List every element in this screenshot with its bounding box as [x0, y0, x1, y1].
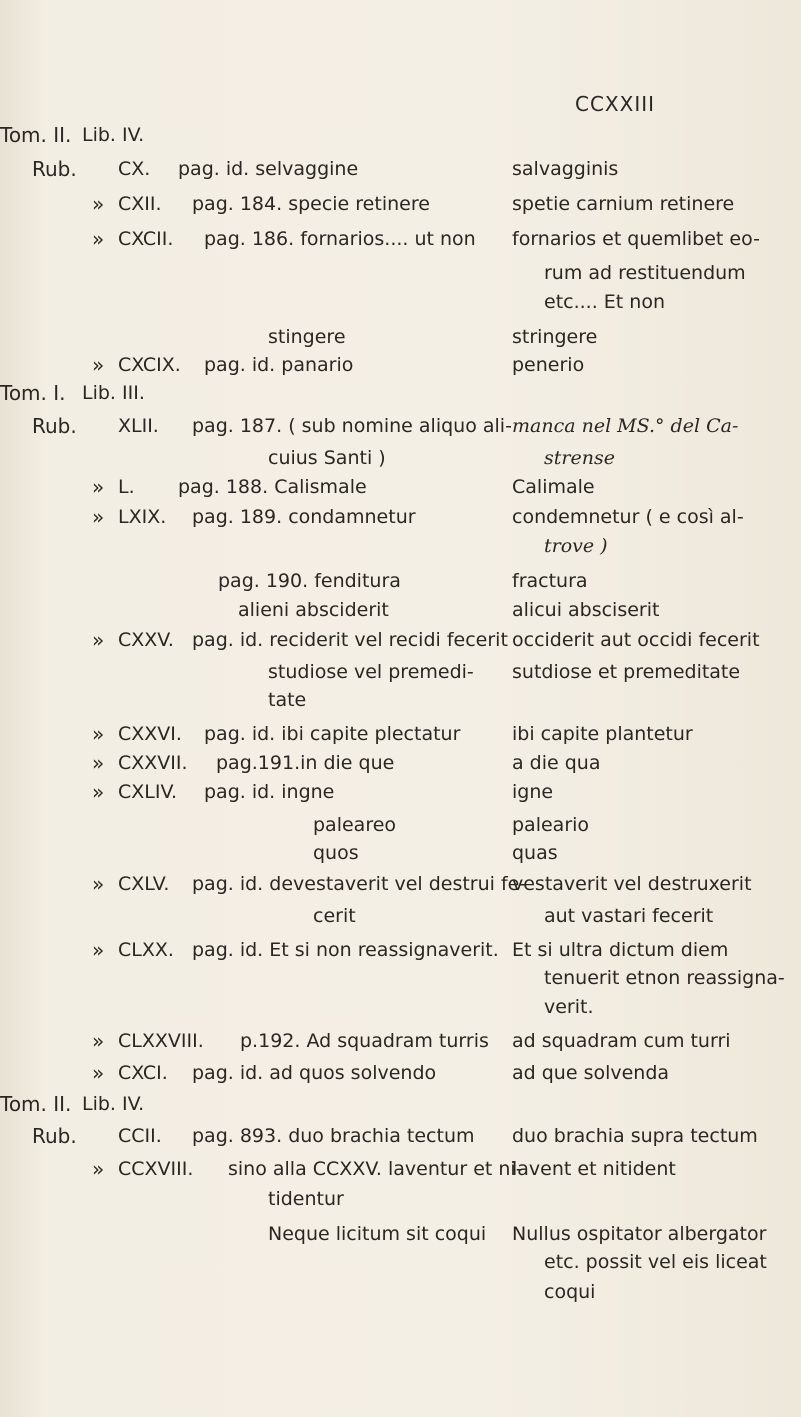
row-label: Rub. — [32, 1124, 77, 1148]
printed-reading: pag. id. selvaggine — [178, 158, 359, 180]
corrected-reading: ibi capite plantetur — [512, 723, 693, 745]
errata-row — [0, 506, 801, 528]
printed-reading: alieni absciderit — [238, 599, 389, 621]
rubric-reference: CXXVI. — [118, 723, 182, 745]
rubric-reference: CX. — [118, 158, 151, 180]
row-label: Tom. II. — [0, 123, 72, 147]
corrected-reading: stringere — [512, 326, 598, 348]
rubric-reference: LXIX. — [118, 506, 167, 528]
errata-row — [0, 1030, 801, 1052]
corrected-reading: aut vastari fecerit — [544, 905, 714, 927]
errata-row — [0, 262, 801, 284]
errata-row — [0, 967, 801, 989]
printed-reading: paleareo — [313, 814, 397, 836]
rubric-reference: XLII. — [118, 415, 159, 437]
page-number: CCXXIII — [575, 92, 656, 116]
errata-row — [0, 228, 801, 250]
row-label: » — [92, 872, 105, 896]
printed-reading: pag.191.in die que — [216, 752, 395, 774]
printed-reading: pag. 187. ( sub nomine aliquo ali- — [192, 415, 512, 437]
row-label: » — [92, 1029, 105, 1053]
row-label: Tom. I. — [0, 381, 66, 405]
errata-row — [0, 1093, 801, 1115]
printed-reading: tate — [268, 689, 307, 711]
row-label: » — [92, 227, 105, 251]
printed-reading: sino alla CCXXV. laventur et ni- — [228, 1158, 523, 1180]
errata-row — [0, 781, 801, 803]
corrected-reading: salvagginis — [512, 158, 619, 180]
corrected-reading: occiderit aut occidi fecerit — [512, 629, 760, 651]
corrected-reading: fornarios et quemlibet eo- — [512, 228, 760, 250]
row-label: » — [92, 938, 105, 962]
errata-row — [0, 1125, 801, 1147]
printed-reading: pag. id. Et si non reassignaverit. — [192, 939, 499, 961]
rubric-reference: Lib. IV. — [82, 1093, 145, 1115]
printed-reading: Neque licitum sit coqui — [268, 1223, 487, 1245]
rubric-reference: CXXV. — [118, 629, 174, 651]
printed-reading: pag. 186. fornarios.... ut non — [204, 228, 476, 250]
errata-row — [0, 814, 801, 836]
printed-reading: pag. id. ibi capite plectatur — [204, 723, 461, 745]
rubric-reference: CLXXVIII. — [118, 1030, 204, 1052]
corrected-reading: duo brachia supra tectum — [512, 1125, 758, 1147]
errata-row — [0, 415, 801, 437]
corrected-reading: verit. — [544, 996, 594, 1018]
row-label: » — [92, 722, 105, 746]
rubric-reference: CLXX. — [118, 939, 174, 961]
row-label: » — [92, 780, 105, 804]
printed-reading: quos — [313, 842, 359, 864]
printed-reading: pag. 188. Calismale — [178, 476, 367, 498]
corrected-reading: ad squadram cum turri — [512, 1030, 731, 1052]
rubric-reference: Lib. III. — [82, 382, 145, 404]
corrected-reading: a die qua — [512, 752, 601, 774]
printed-reading: stingere — [268, 326, 346, 348]
row-label: Rub. — [32, 157, 77, 181]
errata-row — [0, 193, 801, 215]
printed-reading: tidentur — [268, 1188, 344, 1210]
rubric-reference: CXXVII. — [118, 752, 188, 774]
corrected-reading: vestaverit vel destruxerit — [512, 873, 752, 895]
errata-row — [0, 447, 801, 469]
printed-reading: pag. id. panario — [204, 354, 354, 376]
errata-row — [0, 996, 801, 1018]
corrected-reading: igne — [512, 781, 554, 803]
corrected-reading: paleario — [512, 814, 590, 836]
printed-reading: cuius Santi ) — [268, 447, 386, 469]
errata-row — [0, 1188, 801, 1210]
rubric-reference: L. — [118, 476, 135, 498]
corrected-reading: etc. possit vel eis liceat — [544, 1251, 767, 1273]
corrected-reading: Nullus ospitator albergator — [512, 1223, 767, 1245]
row-label: » — [92, 1157, 105, 1181]
row-label: » — [92, 751, 105, 775]
corrected-reading: trove ) — [544, 535, 608, 557]
corrected-reading: alicui absciserit — [512, 599, 660, 621]
row-label: Rub. — [32, 414, 77, 438]
errata-row — [0, 1062, 801, 1084]
errata-row — [0, 291, 801, 313]
errata-row — [0, 599, 801, 621]
row-label: Tom. II. — [0, 1092, 72, 1116]
printed-reading: pag. 184. specie retinere — [192, 193, 430, 215]
errata-row — [0, 752, 801, 774]
corrected-reading: tenuerit etnon reassigna- — [544, 967, 785, 989]
corrected-reading: sutdiose et premeditate — [512, 661, 741, 683]
errata-row — [0, 158, 801, 180]
corrected-reading: coqui — [544, 1281, 596, 1303]
corrected-reading: ad que solvenda — [512, 1062, 670, 1084]
printed-reading: pag. 189. condamnetur — [192, 506, 416, 528]
printed-reading: pag. id. devestaverit vel destrui fe- — [192, 873, 527, 895]
row-label: » — [92, 628, 105, 652]
corrected-reading: fractura — [512, 570, 588, 592]
errata-row — [0, 535, 801, 557]
errata-row — [0, 939, 801, 961]
corrected-reading: Calimale — [512, 476, 595, 498]
row-label: » — [92, 505, 105, 529]
printed-reading: studiose vel premedi- — [268, 661, 474, 683]
corrected-reading: etc.... Et non — [544, 291, 665, 313]
corrected-reading: rum ad restituendum — [544, 262, 746, 284]
errata-row — [0, 354, 801, 376]
row-label: » — [92, 192, 105, 216]
printed-reading: pag. 190. fenditura — [218, 570, 401, 592]
errata-row — [0, 326, 801, 348]
rubric-reference: CXII. — [118, 193, 162, 215]
corrected-reading: strense — [544, 447, 615, 469]
corrected-reading: manca nel MS.° del Ca- — [512, 415, 739, 437]
row-label: » — [92, 475, 105, 499]
errata-row — [0, 661, 801, 683]
corrected-reading: condemnetur ( e così al- — [512, 506, 744, 528]
rubric-reference: Lib. IV. — [82, 124, 145, 146]
printed-reading: pag. id. reciderit vel recidi fecerit — [192, 629, 508, 651]
rubric-reference: CXCI. — [118, 1062, 168, 1084]
rubric-reference: CXLV. — [118, 873, 170, 895]
errata-row — [0, 124, 801, 146]
errata-row — [0, 723, 801, 745]
corrected-reading: penerio — [512, 354, 585, 376]
errata-row — [0, 905, 801, 927]
rubric-reference: CXCIX. — [118, 354, 181, 376]
corrected-reading: spetie carnium retinere — [512, 193, 735, 215]
errata-row — [0, 1251, 801, 1273]
errata-row — [0, 873, 801, 895]
printed-reading: pag. 893. duo brachia tectum — [192, 1125, 475, 1147]
errata-row — [0, 476, 801, 498]
printed-reading: p.192. Ad squadram turris — [240, 1030, 489, 1052]
errata-row — [0, 629, 801, 651]
errata-row — [0, 1281, 801, 1303]
errata-row — [0, 1223, 801, 1245]
rubric-reference: CCII. — [118, 1125, 162, 1147]
errata-row — [0, 689, 801, 711]
row-label: » — [92, 353, 105, 377]
errata-row — [0, 842, 801, 864]
printed-reading: cerit — [313, 905, 356, 927]
corrected-reading: lavent et nitident — [512, 1158, 676, 1180]
row-label: » — [92, 1061, 105, 1085]
rubric-reference: CCXVIII. — [118, 1158, 194, 1180]
rubric-reference: CXLIV. — [118, 781, 178, 803]
printed-reading: pag. id. ad quos solvendo — [192, 1062, 437, 1084]
corrected-reading: quas — [512, 842, 558, 864]
corrected-reading: Et si ultra dictum diem — [512, 939, 729, 961]
errata-row — [0, 382, 801, 404]
printed-reading: pag. id. ingne — [204, 781, 335, 803]
errata-row — [0, 1158, 801, 1180]
rubric-reference: CXCII. — [118, 228, 174, 250]
errata-row — [0, 570, 801, 592]
